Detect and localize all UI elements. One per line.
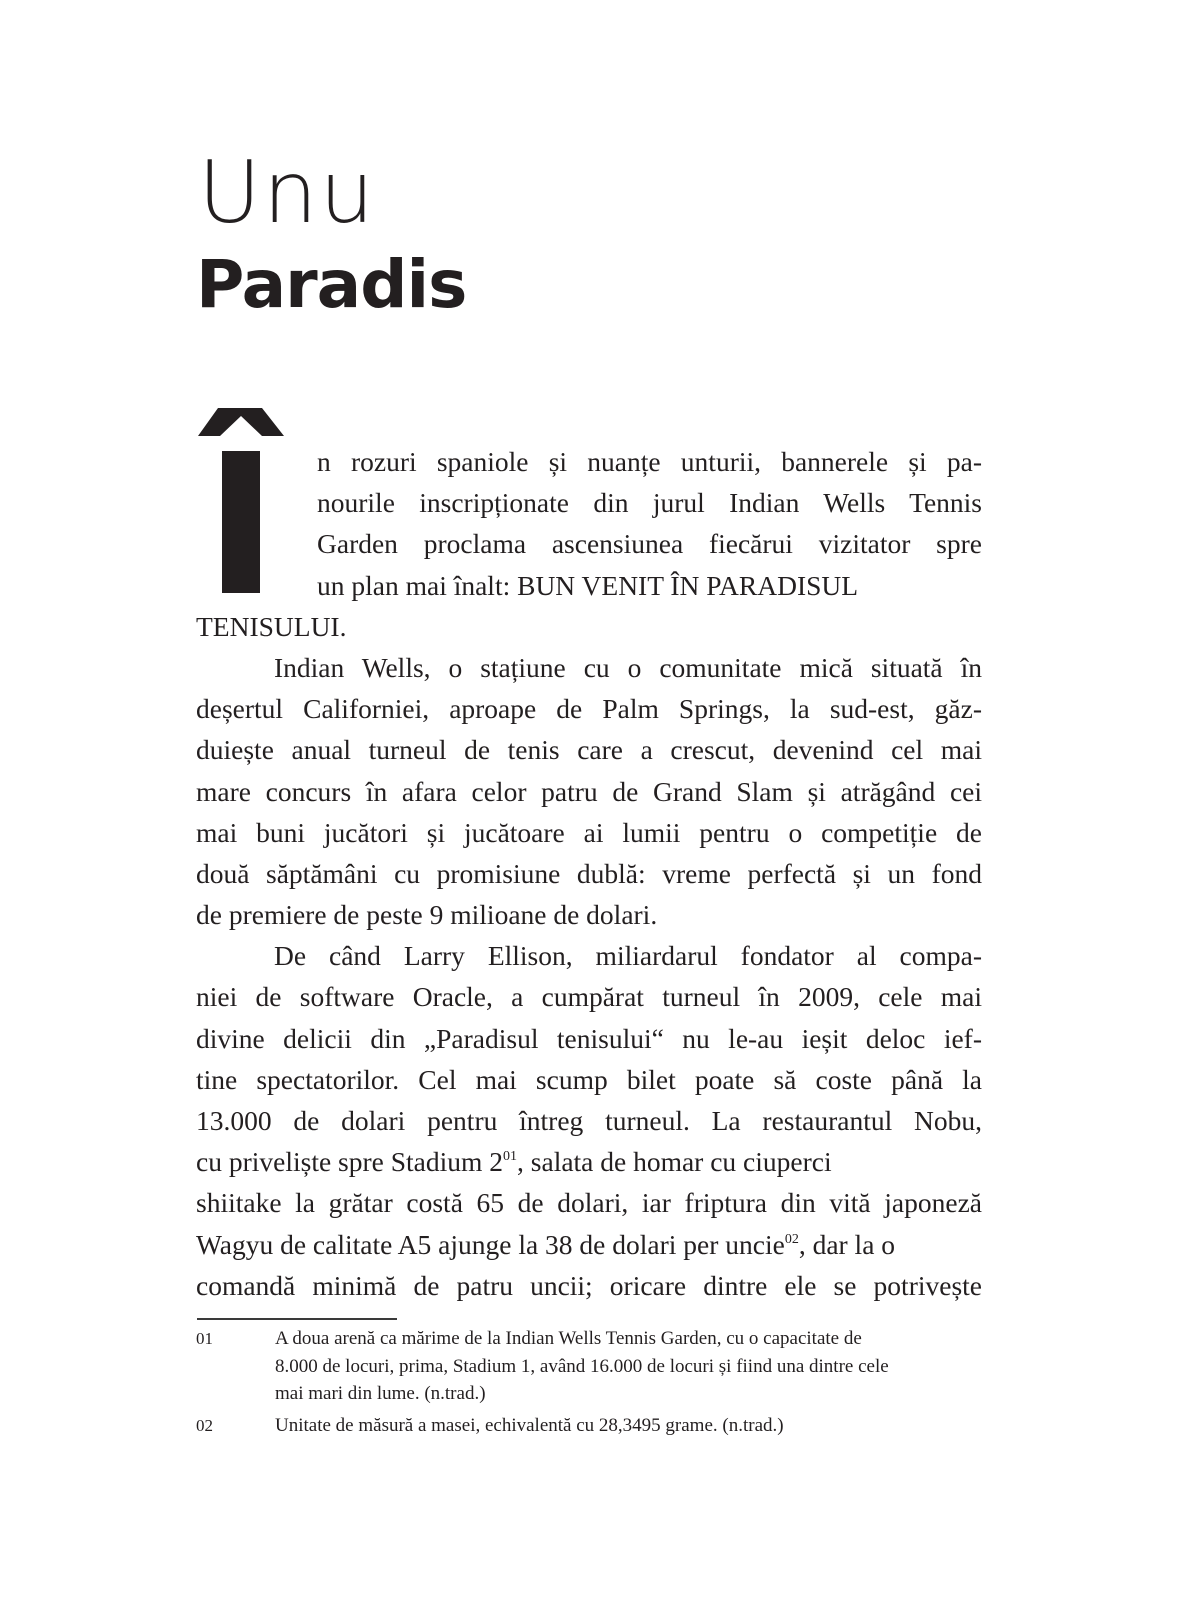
footnote-number: 02	[196, 1415, 213, 1435]
text-line: duiește anual turneul de tenis care a crescut, devenind cel mai	[196, 734, 982, 766]
text-line: tine spectatorilor. Cel mai scump bilet poate să coste până la	[196, 1063, 982, 1095]
text-line: Indian Wells, o stațiune cu o comunitate mică situată în	[274, 651, 982, 683]
footnote-number: 01	[196, 1329, 213, 1348]
text-line: mai buni jucători și jucătoare ai lumii pentru o competiție de	[196, 816, 982, 848]
text-line: 13.000 de dolari pentru întreg turneul. La restaurantul Nobu,	[196, 1105, 982, 1136]
text-segment: , dar la o	[798, 1228, 896, 1260]
text-line: De când Larry Ellison, miliardarul fondator al compa-	[274, 940, 982, 972]
footnote-ref-02[interactable]: 02	[784, 1231, 799, 1247]
text-line	[196, 1224, 982, 1265]
footnote-text	[275, 1412, 986, 1440]
footnote-ref-01[interactable]: 01	[503, 1149, 518, 1165]
text-line: de premiere de peste 9 milioane de dolari.	[196, 899, 658, 931]
footnote-01	[196, 1325, 986, 1408]
footnote-line: 8.000 de locuri, prima, Stadium 1, având 16.000 de locuri și fiind una dintre cele	[275, 1355, 889, 1377]
footnote-02	[196, 1412, 986, 1440]
text-segment: cu priveliște spre Stadium 2	[196, 1146, 504, 1178]
text-line: comandă minimă de patru uncii; oricare dintre ele se potrivește	[196, 1269, 982, 1301]
chapter-title: Paradis	[196, 246, 467, 323]
text-line: shiitake la grătar costă 65 de dolari, iar friptura din vită japoneză	[196, 1187, 982, 1219]
text-line: un plan mai înalt: BUN VENIT ÎN PARADISUL	[317, 569, 859, 601]
footnote-line: A doua arenă ca mărime de la Indian Wells Tennis Garden, cu o capacitate de	[275, 1328, 862, 1349]
footnote-text	[275, 1325, 986, 1408]
text-line: n rozuri spaniole și nuanțe unturii, bannerele și pa-	[317, 446, 982, 477]
text-line: niei de software Oracle, a cumpărat turneul în 2009, cele mai	[196, 981, 982, 1013]
text-line: mare concurs în afara celor patru de Grand Slam și atrăgând cei	[196, 775, 982, 807]
text-line: deșertul Californiei, aproape de Palm Springs, la sud-est, găz-	[196, 693, 982, 725]
body-text	[196, 441, 982, 1306]
text-line: nourile inscripționate din jurul Indian Wells Tennis	[317, 487, 982, 519]
text-segment: , salata de homar cu ciuperci	[517, 1146, 832, 1178]
footnote-line: mai mari din lume. (n.trad.)	[275, 1383, 486, 1404]
footnotes	[196, 1325, 986, 1443]
text-segment: Wagyu de calitate A5 ajunge la 38 de dolari per uncie	[196, 1228, 785, 1260]
chapter-number: Unu	[198, 143, 376, 243]
text-line: TENISULUI.	[196, 610, 347, 642]
footnote-line: Unitate de măsură a masei, echivalentă cu 28,3495 grame. (n.trad.)	[275, 1414, 784, 1436]
text-line: două săptămâni cu promisiune dublă: vreme perfectă și un fond	[196, 857, 982, 889]
text-line	[196, 1141, 982, 1182]
footnote-divider	[197, 1318, 397, 1320]
text-line: Garden proclama ascensiunea fiecărui vizitator spre	[317, 528, 982, 560]
text-line: divine delicii din „Paradisul tenisului“ nu le-au ieșit deloc ief-	[196, 1022, 982, 1054]
